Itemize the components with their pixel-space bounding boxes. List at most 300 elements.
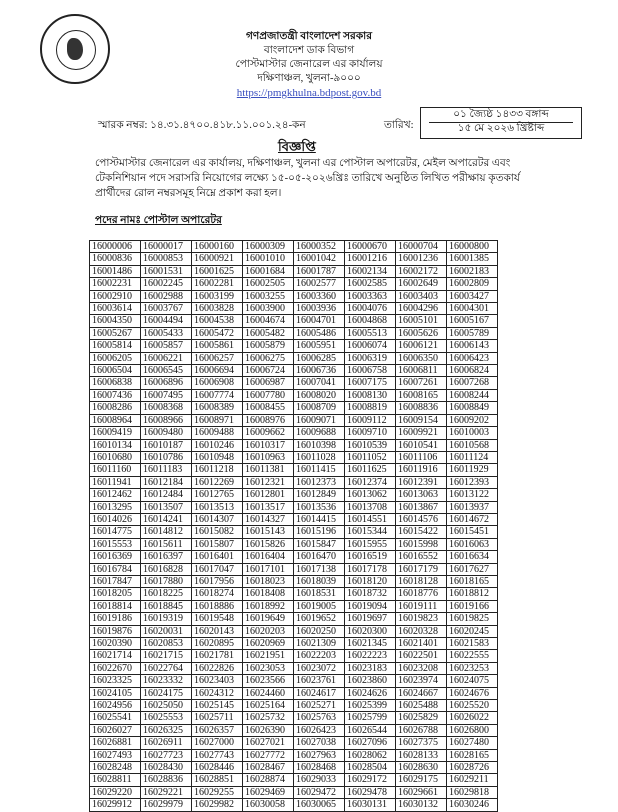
roll-number-cell: 16004350: [90, 315, 141, 327]
roll-number-cell: 16006838: [90, 377, 141, 389]
table-row: [90, 774, 498, 786]
date-box: [420, 107, 582, 139]
roll-number-cell: 16000800: [447, 241, 498, 253]
table-row: [90, 538, 498, 550]
roll-number-cell: 16020328: [396, 625, 447, 637]
roll-number-cell: 16008368: [141, 402, 192, 414]
roll-number-cell: 16009154: [396, 414, 447, 426]
roll-number-cell: 16018205: [90, 588, 141, 600]
roll-number-cell: 16016404: [243, 551, 294, 563]
roll-number-cell: 16005789: [447, 327, 498, 339]
roll-number-cell: 16023325: [90, 675, 141, 687]
roll-number-cell: 16003363: [345, 290, 396, 302]
roll-number-cell: 16004494: [141, 315, 192, 327]
roll-number-cell: 16025541: [90, 712, 141, 724]
roll-number-cell: 16016401: [192, 551, 243, 563]
roll-number-cell: 16005101: [396, 315, 447, 327]
roll-number-cell: 16022223: [345, 650, 396, 662]
roll-number-cell: 16000006: [90, 241, 141, 253]
roll-number-cell: 16023974: [396, 675, 447, 687]
table-row: [90, 340, 498, 352]
roll-number-cell: 16017047: [192, 563, 243, 575]
roll-number-cell: 16003360: [294, 290, 345, 302]
table-row: [90, 613, 498, 625]
roll-number-cell: 16010541: [396, 439, 447, 451]
roll-number-cell: 16002809: [447, 278, 498, 290]
roll-number-cell: 16011381: [243, 464, 294, 476]
table-row: [90, 588, 498, 600]
roll-number-cell: 16002281: [192, 278, 243, 290]
date-bangla: ০১ জ্যৈষ্ঠ ১৪৩৩ বঙ্গাব্দ: [453, 109, 549, 120]
roll-number-cell: 16003767: [141, 303, 192, 315]
roll-number-cell: 16006205: [90, 352, 141, 364]
roll-number-cell: 16016519: [345, 551, 396, 563]
roll-number-cell: 16001531: [141, 265, 192, 277]
table-row: [90, 675, 498, 687]
roll-number-cell: 16007175: [345, 377, 396, 389]
roll-number-cell: 16010398: [294, 439, 345, 451]
roll-number-cell: 16007495: [141, 389, 192, 401]
roll-number-cell: 16006811: [396, 365, 447, 377]
roll-number-cell: 16009419: [90, 427, 141, 439]
roll-number-cell: 16008819: [345, 402, 396, 414]
roll-number-cell: 16015998: [396, 538, 447, 550]
roll-number-cell: 16003403: [396, 290, 447, 302]
roll-number-cell: 16029175: [396, 774, 447, 786]
roll-number-cell: 16015422: [396, 526, 447, 538]
roll-number-cell: 16020853: [141, 638, 192, 650]
roll-number-cell: 16015611: [141, 538, 192, 550]
roll-number-cell: 16005879: [243, 340, 294, 352]
roll-number-cell: 16010539: [345, 439, 396, 451]
roll-number-cell: 16010317: [243, 439, 294, 451]
roll-number-cell: 16017138: [294, 563, 345, 575]
roll-number-cell: 16009710: [345, 427, 396, 439]
table-row: [90, 464, 498, 476]
header-office: পোস্টমাস্টার জেনারেল এর কার্যালয়: [235, 59, 383, 70]
roll-number-cell: 16006724: [243, 365, 294, 377]
roll-number-cell: 16024460: [243, 687, 294, 699]
roll-number-cell: 16019823: [396, 613, 447, 625]
post-name: পদের নামঃ পোস্টাল অপারেটর: [95, 215, 222, 226]
roll-number-cell: 16012484: [141, 489, 192, 501]
roll-number-cell: 16021781: [192, 650, 243, 662]
roll-number-cell: 16020203: [243, 625, 294, 637]
roll-number-cell: 16022826: [192, 662, 243, 674]
table-row: [90, 551, 498, 563]
roll-number-cell: 16005472: [192, 327, 243, 339]
table-row: [90, 737, 498, 749]
roll-number-cell: 16030131: [345, 799, 396, 811]
roll-number-cell: 16008849: [447, 402, 498, 414]
roll-number-cell: 16013062: [345, 489, 396, 501]
roll-number-cell: 16025488: [396, 700, 447, 712]
table-row: [90, 253, 498, 265]
roll-number-cell: 16020300: [345, 625, 396, 637]
roll-number-cell: 16030246: [447, 799, 498, 811]
roll-number-cell: 16014026: [90, 513, 141, 525]
roll-number-cell: 16005626: [396, 327, 447, 339]
roll-number-cell: 16019186: [90, 613, 141, 625]
roll-number-cell: 16002245: [141, 278, 192, 290]
roll-number-cell: 16013507: [141, 501, 192, 513]
notice-body: পোস্টমাস্টার জেনারেল এর কার্যালয়, দক্ষিণাঞ্চল, খুলনা এর পোস্টাল অপারেটর, মেইল অপারেটর এবং টেকনিশিয়ান পদে সরাসরি নিয়োগের লক্ষ্যে ১৫-০৫-২০২৬খ্রিঃ তারিখে অনুষ্ঠিত লিখিত পরীক্ষায় কৃতকার্য প্রার্থীদের রোল নম্বরসমূহ নিম্নে প্রকাশ করা হল।: [95, 158, 520, 199]
roll-number-cell: 16015344: [345, 526, 396, 538]
roll-number-cell: 16011415: [294, 464, 345, 476]
roll-number-cell: 16005951: [294, 340, 345, 352]
roll-number-cell: 16000670: [345, 241, 396, 253]
roll-number-cell: 16024667: [396, 687, 447, 699]
table-row: [90, 749, 498, 761]
roll-number-cell: 16022670: [90, 662, 141, 674]
roll-number-cell: 16023332: [141, 675, 192, 687]
memo-number: স্মারক নম্বর: ১৪.৩১.৪৭০০.৪১৮.১১.০০১.২৪-কন: [98, 120, 306, 131]
roll-number-cell: 16028446: [192, 762, 243, 774]
roll-number-cell: 16028133: [396, 749, 447, 761]
roll-number-cell: 16019319: [141, 613, 192, 625]
roll-number-cell: 16010786: [141, 451, 192, 463]
roll-number-cell: 16024105: [90, 687, 141, 699]
roll-number-cell: 16003900: [243, 303, 294, 315]
roll-number-cell: 16007774: [192, 389, 243, 401]
roll-number-cell: 16028630: [396, 762, 447, 774]
roll-number-cell: 16024617: [294, 687, 345, 699]
roll-number-cell: 16002231: [90, 278, 141, 290]
roll-number-cell: 16001385: [447, 253, 498, 265]
roll-number-cell: 16005167: [447, 315, 498, 327]
letterhead: [0, 30, 618, 100]
table-row: [90, 526, 498, 538]
table-row: [90, 762, 498, 774]
roll-number-cell: 16014672: [447, 513, 498, 525]
roll-number-cell: 16013867: [396, 501, 447, 513]
roll-number-cell: 16001236: [396, 253, 447, 265]
roll-number-cell: 16027480: [447, 737, 498, 749]
roll-number-cell: 16027723: [141, 749, 192, 761]
roll-number-cell: 16003936: [294, 303, 345, 315]
roll-number-cell: 16029221: [141, 786, 192, 798]
roll-number-cell: 16014551: [345, 513, 396, 525]
roll-number-cell: 16009202: [447, 414, 498, 426]
roll-number-cell: 16017101: [243, 563, 294, 575]
roll-number-cell: 16021309: [294, 638, 345, 650]
roll-number-cell: 16013517: [243, 501, 294, 513]
roll-number-cell: 16016063: [447, 538, 498, 550]
roll-number-cell: 16018023: [243, 575, 294, 587]
roll-number-cell: 16014775: [90, 526, 141, 538]
roll-number-cell: 16008286: [90, 402, 141, 414]
table-row: [90, 476, 498, 488]
roll-number-cell: 16028165: [447, 749, 498, 761]
table-row: [90, 799, 498, 811]
roll-number-cell: 16014576: [396, 513, 447, 525]
roll-number-cell: 16015196: [294, 526, 345, 538]
roll-number-cell: 16010003: [447, 427, 498, 439]
roll-number-cell: 16023403: [192, 675, 243, 687]
table-row: [90, 513, 498, 525]
roll-number-cell: 16012374: [345, 476, 396, 488]
roll-number-cell: 16004674: [243, 315, 294, 327]
roll-number-cell: 16000836: [90, 253, 141, 265]
roll-number-cell: 16028504: [345, 762, 396, 774]
roll-number-cell: 16005482: [243, 327, 294, 339]
roll-number-cell: 16016784: [90, 563, 141, 575]
roll-number-cell: 16026423: [294, 724, 345, 736]
roll-number-cell: 16013937: [447, 501, 498, 513]
table-row: [90, 451, 498, 463]
table-row: [90, 712, 498, 724]
roll-number-cell: 16015807: [192, 538, 243, 550]
roll-number-cell: 16000309: [243, 241, 294, 253]
roll-number-cell: 16025145: [192, 700, 243, 712]
roll-number-cell: 16015143: [243, 526, 294, 538]
roll-number-cell: 16028874: [243, 774, 294, 786]
notice-title: বিজ্ঞপ্তি: [278, 139, 316, 154]
roll-number-cell: 16016470: [294, 551, 345, 563]
roll-number-cell: 16027021: [243, 737, 294, 749]
table-row: [90, 700, 498, 712]
roll-number-cell: 16029979: [141, 799, 192, 811]
roll-number-cell: 16009921: [396, 427, 447, 439]
roll-number-cell: 16003614: [90, 303, 141, 315]
roll-number-cell: 16005861: [192, 340, 243, 352]
roll-number-cell: 16028430: [141, 762, 192, 774]
table-row: [90, 377, 498, 389]
roll-number-cell: 16002134: [345, 265, 396, 277]
roll-number-cell: 16024312: [192, 687, 243, 699]
table-row: [90, 501, 498, 513]
roll-number-cell: 16008389: [192, 402, 243, 414]
roll-number-cell: 16002988: [141, 290, 192, 302]
roll-number-cell: 16006350: [396, 352, 447, 364]
roll-number-cell: 16018165: [447, 575, 498, 587]
table-row: [90, 439, 498, 451]
roll-number-cell: 16011124: [447, 451, 498, 463]
table-row: [90, 303, 498, 315]
roll-number-cell: 16006143: [447, 340, 498, 352]
roll-number-cell: 16005857: [141, 340, 192, 352]
roll-number-cell: 16029172: [345, 774, 396, 786]
roll-number-cell: 16009688: [294, 427, 345, 439]
table-row: [90, 687, 498, 699]
roll-number-cell: 16017627: [447, 563, 498, 575]
roll-number-cell: 16016552: [396, 551, 447, 563]
roll-number-cell: 16029912: [90, 799, 141, 811]
roll-number-cell: 16007436: [90, 389, 141, 401]
roll-number-cell: 16006221: [141, 352, 192, 364]
roll-number-cell: 16026800: [447, 724, 498, 736]
roll-number-cell: 16025711: [192, 712, 243, 724]
roll-number-cell: 16006423: [447, 352, 498, 364]
roll-number-cell: 16001216: [345, 253, 396, 265]
table-row: [90, 575, 498, 587]
roll-number-cell: 16018128: [396, 575, 447, 587]
roll-number-cell: 16002649: [396, 278, 447, 290]
header-website-link[interactable]: https://pmgkhulna.bdpost.gov.bd: [236, 87, 382, 99]
table-row: [90, 650, 498, 662]
roll-number-cell: 16002577: [294, 278, 345, 290]
roll-number-cell: 16020245: [447, 625, 498, 637]
roll-number-cell: 16020250: [294, 625, 345, 637]
roll-number-cell: 16013122: [447, 489, 498, 501]
roll-number-cell: 16029472: [294, 786, 345, 798]
roll-number-cell: 16029661: [396, 786, 447, 798]
roll-number-cell: 16021401: [396, 638, 447, 650]
roll-number-cell: 16013708: [345, 501, 396, 513]
roll-number-cell: 16028811: [90, 774, 141, 786]
roll-number-cell: 16012393: [447, 476, 498, 488]
table-row: [90, 414, 498, 426]
table-row: [90, 662, 498, 674]
roll-number-cell: 16018274: [192, 588, 243, 600]
roll-number-cell: 16030058: [243, 799, 294, 811]
table-row: [90, 327, 498, 339]
roll-number-cell: 16025271: [294, 700, 345, 712]
date-divider: [429, 122, 573, 123]
table-row: [90, 563, 498, 575]
roll-number-cell: 16025799: [345, 712, 396, 724]
roll-number-cell: 16004076: [345, 303, 396, 315]
header-government: গণপ্রজাতন্ত্রী বাংলাদেশ সরকার: [245, 31, 373, 42]
roll-number-cell: 16027493: [90, 749, 141, 761]
roll-number-cell: 16011160: [90, 464, 141, 476]
roll-number-cell: 16013295: [90, 501, 141, 513]
roll-number-cell: 16006257: [192, 352, 243, 364]
roll-number-cell: 16013513: [192, 501, 243, 513]
roll-number-cell: 16025763: [294, 712, 345, 724]
roll-number-cell: 16015082: [192, 526, 243, 538]
roll-number-cell: 16005433: [141, 327, 192, 339]
roll-number-cell: 16011183: [141, 464, 192, 476]
roll-number-cell: 16009071: [294, 414, 345, 426]
roll-number-cell: 16008244: [447, 389, 498, 401]
roll-number-cell: 16012184: [141, 476, 192, 488]
roll-number-cell: 16005267: [90, 327, 141, 339]
roll-number-cell: 16012849: [294, 489, 345, 501]
roll-number-cell: 16007268: [447, 377, 498, 389]
roll-number-cell: 16014812: [141, 526, 192, 538]
roll-number-cell: 16003828: [192, 303, 243, 315]
roll-number-cell: 16008165: [396, 389, 447, 401]
roll-number-cell: 16019652: [294, 613, 345, 625]
table-row: [90, 625, 498, 637]
roll-number-cell: 16006824: [447, 365, 498, 377]
roll-number-cell: 16007261: [396, 377, 447, 389]
roll-number-cell: 16011625: [345, 464, 396, 476]
roll-number-cell: 16004301: [447, 303, 498, 315]
roll-number-cell: 16012462: [90, 489, 141, 501]
roll-number-cell: 16018732: [345, 588, 396, 600]
roll-number-cell: 16001042: [294, 253, 345, 265]
roll-number-cell: 16019876: [90, 625, 141, 637]
roll-number-cell: 16012765: [192, 489, 243, 501]
roll-number-cell: 16003427: [447, 290, 498, 302]
roll-number-cell: 16017179: [396, 563, 447, 575]
roll-number-cell: 16011028: [294, 451, 345, 463]
roll-number-cell: 16014307: [192, 513, 243, 525]
roll-number-cell: 16006987: [243, 377, 294, 389]
roll-number-cell: 16001625: [192, 265, 243, 277]
roll-number-cell: 16004701: [294, 315, 345, 327]
roll-number-cell: 16012391: [396, 476, 447, 488]
roll-number-cell: 16018812: [447, 588, 498, 600]
roll-number-cell: 16012321: [243, 476, 294, 488]
roll-number-cell: 16016397: [141, 551, 192, 563]
roll-number-cell: 16029982: [192, 799, 243, 811]
roll-number-cell: 16016369: [90, 551, 141, 563]
roll-number-cell: 16009488: [192, 427, 243, 439]
roll-number-cell: 16019649: [243, 613, 294, 625]
roll-number-cell: 16019825: [447, 613, 498, 625]
roll-number-cell: 16005486: [294, 327, 345, 339]
roll-number-cell: 16021583: [447, 638, 498, 650]
roll-number-cell: 16022764: [141, 662, 192, 674]
table-row: [90, 241, 498, 253]
roll-number-cell: 16018120: [345, 575, 396, 587]
roll-number-cell: 16028248: [90, 762, 141, 774]
roll-number-cell: 16025829: [396, 712, 447, 724]
roll-number-cell: 16006896: [141, 377, 192, 389]
roll-number-cell: 16008020: [294, 389, 345, 401]
roll-number-cell: 16010568: [447, 439, 498, 451]
roll-number-cell: 16026022: [447, 712, 498, 724]
roll-number-cell: 16010134: [90, 439, 141, 451]
table-row: [90, 389, 498, 401]
roll-number-cell: 16013063: [396, 489, 447, 501]
roll-number-cell: 16020969: [243, 638, 294, 650]
roll-number-cell: 16016634: [447, 551, 498, 563]
roll-number-cell: 16022501: [396, 650, 447, 662]
roll-number-cell: 16015826: [243, 538, 294, 550]
roll-number-cell: 16026544: [345, 724, 396, 736]
roll-number-cell: 16006736: [294, 365, 345, 377]
table-row: [90, 402, 498, 414]
table-row: [90, 724, 498, 736]
roll-number-cell: 16001486: [90, 265, 141, 277]
roll-number-cell: 16011106: [396, 451, 447, 463]
roll-number-cell: 16009480: [141, 427, 192, 439]
roll-number-cell: 16011929: [447, 464, 498, 476]
roll-number-cell: 16010680: [90, 451, 141, 463]
roll-number-cell: 16026325: [141, 724, 192, 736]
roll-number-cell: 16001684: [243, 265, 294, 277]
roll-number-cell: 16003199: [192, 290, 243, 302]
roll-number-cell: 16009112: [345, 414, 396, 426]
roll-number-cell: 16027743: [192, 749, 243, 761]
roll-number-cell: 16027772: [243, 749, 294, 761]
roll-number-cell: 16017956: [192, 575, 243, 587]
roll-number-cell: 16020390: [90, 638, 141, 650]
roll-number-cell: 16014327: [243, 513, 294, 525]
roll-number-cell: 16002172: [396, 265, 447, 277]
roll-number-cell: 16002505: [243, 278, 294, 290]
roll-number-cell: 16026390: [243, 724, 294, 736]
roll-number-cell: 16026788: [396, 724, 447, 736]
roll-number-cell: 16019005: [294, 600, 345, 612]
roll-number-cell: 16017880: [141, 575, 192, 587]
roll-number-cell: 16001010: [243, 253, 294, 265]
roll-number-cell: 16023072: [294, 662, 345, 674]
date-label: তারিখ:: [384, 120, 414, 131]
roll-number-cell: 16028851: [192, 774, 243, 786]
roll-number-cell: 16028467: [243, 762, 294, 774]
roll-number-cell: 16022555: [447, 650, 498, 662]
roll-number-cell: 16024075: [447, 675, 498, 687]
roll-number-cell: 16005513: [345, 327, 396, 339]
roll-number-cell: 16015955: [345, 538, 396, 550]
roll-number-cell: 16007780: [243, 389, 294, 401]
roll-number-cell: 16018039: [294, 575, 345, 587]
